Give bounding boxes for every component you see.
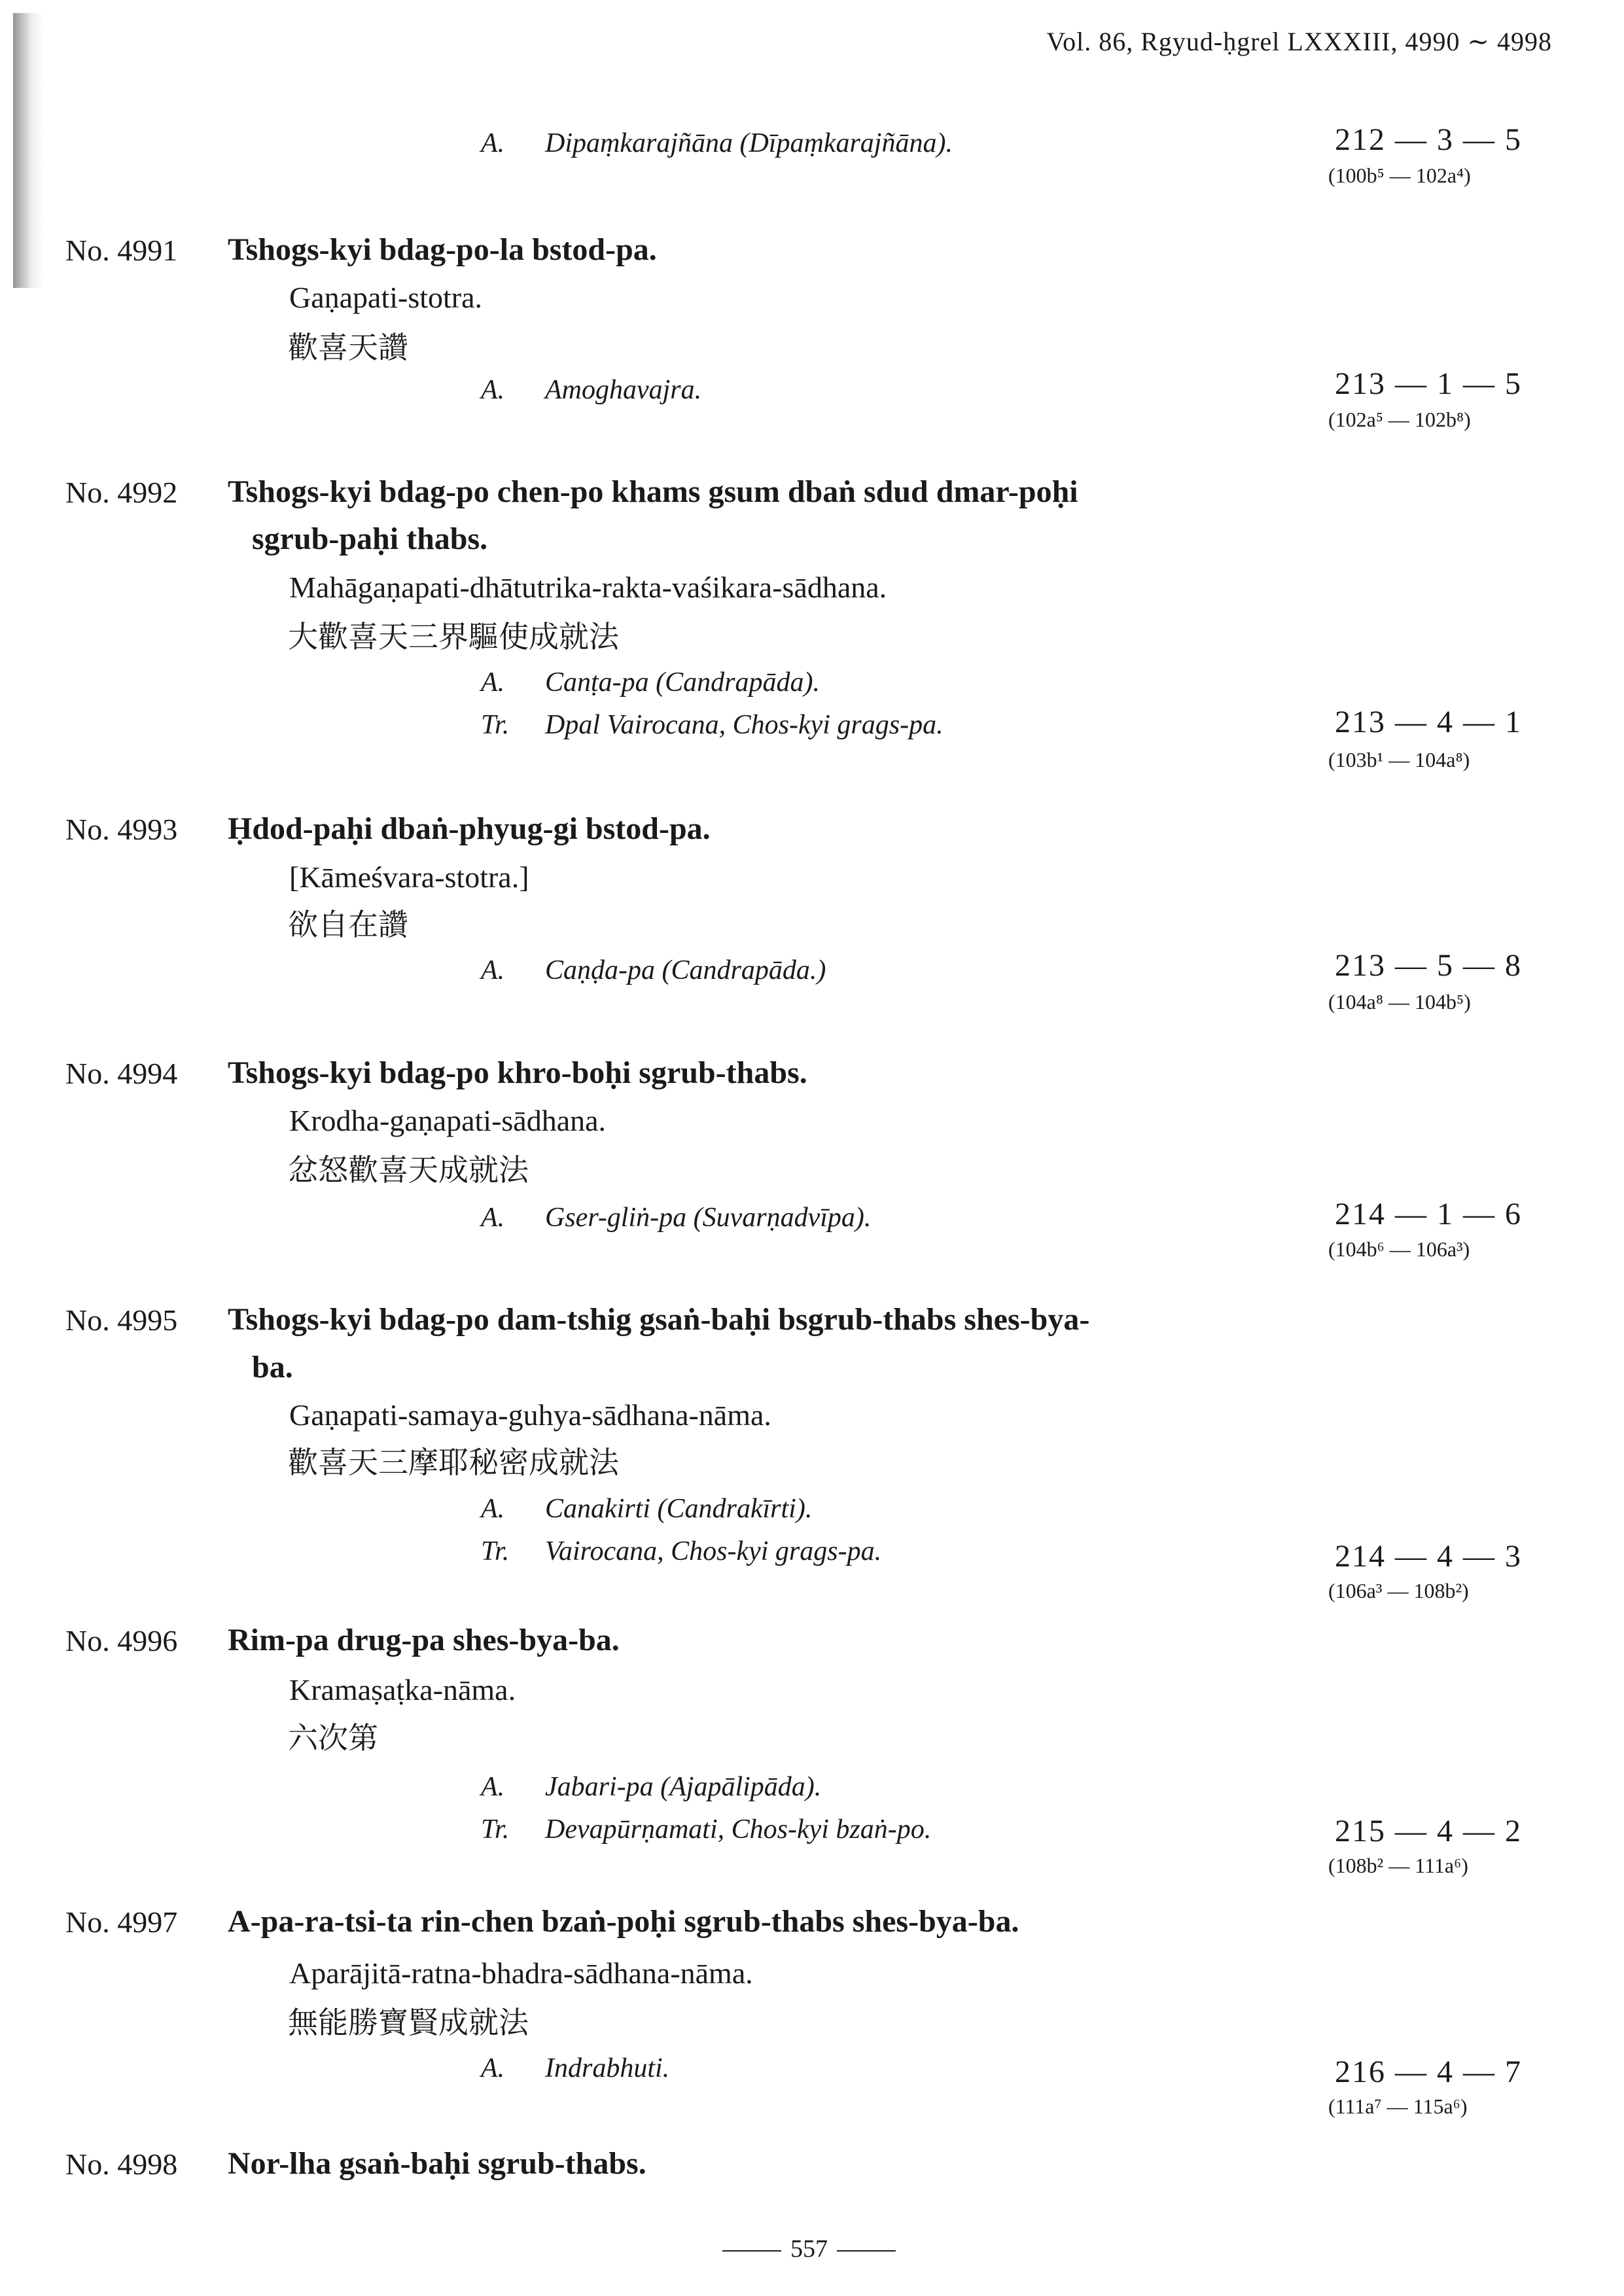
author-label: A. <box>481 1772 505 1802</box>
sanskrit-title: Mahāgaṇapati-dhātutrika-rakta-vaśikara-sādhana. <box>289 571 887 604</box>
chinese-title: 忿怒歡喜天成就法 <box>288 1152 529 1188</box>
entry-title: Rim-pa drug-pa shes-bya-ba. <box>228 1623 620 1657</box>
sanskrit-title: Krodha-gaṇapati-sādhana. <box>289 1104 607 1137</box>
entry-number: No. 4992 <box>65 476 178 509</box>
location-reference: 213 — 4 — 1 <box>1335 705 1522 739</box>
entry-title-continuation: sgrub-paḥi thabs. <box>252 521 488 556</box>
entry-number: No. 4998 <box>65 2147 178 2181</box>
location-reference: 212 — 3 — 5 <box>1335 122 1522 157</box>
author-label: A. <box>481 375 505 405</box>
folio-range: (104a⁸ — 104b⁵) <box>1328 990 1471 1014</box>
sanskrit-title: Gaṇapati-samaya-guhya-sādhana-nāma. <box>289 1398 771 1432</box>
entry-title: Nor-lha gsaṅ-baḥi sgrub-thabs. <box>228 2146 646 2181</box>
translator-name: Devapūrṇamati, Chos-kyi bzaṅ-po. <box>545 1814 932 1845</box>
author-name: Canakirti (Candrakīrti). <box>545 1494 813 1524</box>
entry-title: A-pa-ra-tsi-ta rin-chen bzaṅ-poḥi sgrub-thabs shes-bya-ba. <box>228 1904 1019 1939</box>
location-reference: 214 — 4 — 3 <box>1335 1539 1522 1574</box>
page-number-rule-left <box>722 2250 781 2252</box>
folio-range: (108b² — 111a⁶) <box>1328 1854 1468 1877</box>
author-label: A. <box>481 955 505 985</box>
sanskrit-title: [Kāmeśvara-stotra.] <box>289 860 529 894</box>
folio-range: (103b¹ — 104a⁸) <box>1328 748 1470 771</box>
author-name: Gser-gliṅ-pa (Suvarṇadvīpa). <box>545 1203 872 1233</box>
entry-title: Ḥdod-paḥi dbaṅ-phyug-gi bstod-pa. <box>228 811 711 846</box>
author-name: Caṇḍa-pa (Candrapāda.) <box>545 955 826 985</box>
folio-range: (111a⁷ — 115a⁶) <box>1328 2094 1468 2118</box>
author-label: A. <box>481 128 505 158</box>
location-reference: 213 — 1 — 5 <box>1335 366 1522 401</box>
entry-title: Tshogs-kyi bdag-po-la bstod-pa. <box>228 232 657 267</box>
translator-label: Tr. <box>481 1536 510 1566</box>
running-header: Vol. 86, Rgyud-ḥgrel LXXXIII, 4990 ∼ 4998 <box>1046 27 1552 56</box>
chinese-title: 六次第 <box>288 1720 378 1756</box>
author-name: Indrabhuti. <box>545 2053 670 2083</box>
location-reference: 213 — 5 — 8 <box>1335 948 1522 983</box>
entry-title: Tshogs-kyi bdag-po chen-po khams gsum dbaṅ sdud dmar-poḥi <box>228 474 1078 509</box>
author-name: Canṭa-pa (Candrapāda). <box>545 667 820 698</box>
scan-edge-shadow <box>13 13 43 288</box>
entry-number: No. 4996 <box>65 1624 178 1657</box>
chinese-title: 歡喜天三摩耶秘密成就法 <box>288 1445 619 1480</box>
author-name: Amoghavajra. <box>545 375 702 405</box>
chinese-title: 無能勝寶賢成就法 <box>288 2005 529 2040</box>
author-label: A. <box>481 2053 505 2083</box>
entry-number: No. 4994 <box>65 1057 178 1090</box>
page-number-text: 557 <box>790 2235 828 2263</box>
sanskrit-title: Kramaṣaṭka-nāma. <box>289 1673 516 1706</box>
author-name: Jabari-pa (Ajapālipāda). <box>545 1772 822 1802</box>
translator-label: Tr. <box>481 1814 510 1845</box>
chinese-title: 歡喜天讚 <box>288 330 408 365</box>
folio-range: (100b⁵ — 102a⁴) <box>1328 164 1471 187</box>
translator-name: Vairocana, Chos-kyi grags-pa. <box>545 1536 882 1566</box>
location-reference: 216 — 4 — 7 <box>1335 2055 1522 2089</box>
entry-title: Tshogs-kyi bdag-po khro-boḥi sgrub-thabs. <box>228 1055 807 1090</box>
entry-title: Tshogs-kyi bdag-po dam-tshig gsaṅ-baḥi bsgrub-thabs shes-bya- <box>228 1302 1090 1337</box>
chinese-title: 大歡喜天三界驅使成就法 <box>288 619 619 654</box>
page-number-rule-right <box>837 2250 896 2252</box>
author-label: A. <box>481 667 505 698</box>
author-label: A. <box>481 1203 505 1233</box>
sanskrit-title: Gaṇapati-stotra. <box>289 281 483 314</box>
location-reference: 215 — 4 — 2 <box>1335 1814 1522 1848</box>
chinese-title: 欲自在讚 <box>288 907 408 942</box>
entry-number: No. 4991 <box>65 234 178 267</box>
author-label: A. <box>481 1494 505 1524</box>
entry-number: No. 4993 <box>65 813 178 846</box>
sanskrit-title: Aparājitā-ratna-bhadra-sādhana-nāma. <box>289 1956 753 1990</box>
folio-range: (102a⁵ — 102b⁸) <box>1328 408 1471 431</box>
entry-number: No. 4995 <box>65 1303 178 1337</box>
folio-range: (106a³ — 108b²) <box>1328 1579 1469 1602</box>
folio-range: (104b⁶ — 106a³) <box>1328 1237 1470 1261</box>
author-name: Dipaṃkarajñāna (Dīpaṃkarajñāna). <box>545 128 953 158</box>
translator-name: Dpal Vairocana, Chos-kyi grags-pa. <box>545 710 944 740</box>
entry-title-continuation: ba. <box>252 1350 293 1385</box>
page-number <box>713 2236 905 2261</box>
entry-number: No. 4997 <box>65 1905 178 1939</box>
translator-label: Tr. <box>481 710 510 740</box>
location-reference: 214 — 1 — 6 <box>1335 1197 1522 1231</box>
